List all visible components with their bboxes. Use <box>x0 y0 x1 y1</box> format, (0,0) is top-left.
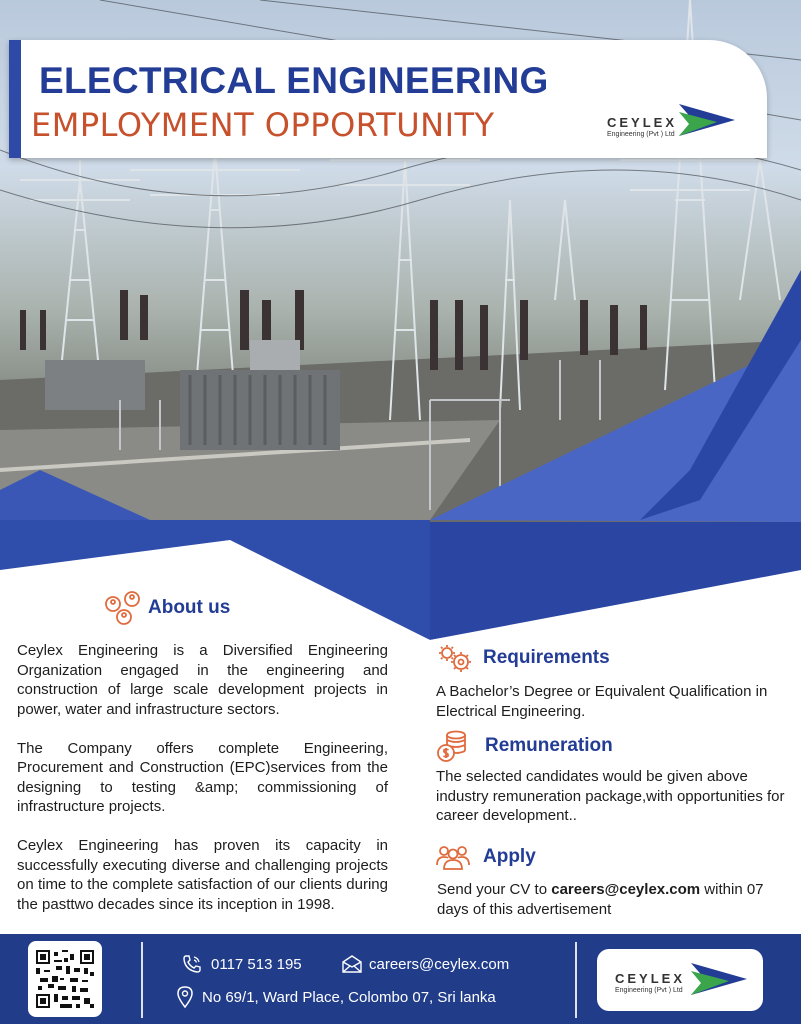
envelope-icon <box>341 954 363 974</box>
logo-name: CEYLEX <box>607 115 678 130</box>
requirements-text: A Bachelor’s Degree or Equivalent Qualification in Electrical Engineering. <box>436 683 768 720</box>
about-paragraph-3: Ceylex Engineering has proven its capacity in successfully executing diverse and challenging projects on time to the complete satisfaction of our clients during the pasttwo decades since its inception in 1998. <box>17 837 388 913</box>
group-icon <box>435 843 471 871</box>
people-network-icon <box>104 590 144 626</box>
about-paragraph-2: The Company offers complete Engineering, Procurement and Construction (EPC)services from the designing to testing &amp; commissioning of infrastructure projects. <box>17 739 388 815</box>
apply-email[interactable]: careers@ceylex.com <box>551 881 701 898</box>
footer-address: No 69/1, Ward Place, Colombo 07, Sri lanka <box>202 989 496 1006</box>
remuneration-heading <box>437 729 613 763</box>
apply-text-before: Send your CV to <box>437 881 552 898</box>
footer-bar <box>0 934 801 1024</box>
logo-arrow-icon <box>677 100 737 140</box>
header-banner <box>9 40 767 158</box>
apply-heading <box>435 843 536 871</box>
title-line-1: ELECTRICAL ENGINEERING <box>39 60 549 101</box>
title-line-2: EMPLOYMENT OPPORTUNITY <box>31 106 495 144</box>
coins-icon <box>437 729 467 763</box>
qr-code-pattern <box>36 950 94 1008</box>
company-logo <box>597 98 747 148</box>
remuneration-text: The selected candidates would be given above industry remuneration package,with opportunities for career development.. <box>436 768 785 824</box>
footer-divider-right <box>575 942 577 1018</box>
about-heading <box>104 590 230 626</box>
apply-title: Apply <box>483 846 536 867</box>
footer-divider-left <box>141 942 143 1018</box>
about-title: About us <box>148 597 231 618</box>
logo-subtitle: Engineering (Pvt ) Ltd <box>607 131 675 138</box>
apply-text-after: within 07 days of this advertisement <box>437 881 764 918</box>
apply-text <box>437 880 792 919</box>
qr-code[interactable] <box>28 941 102 1017</box>
footer-logo-subtitle: Engineering (Pvt ) Ltd <box>615 987 683 994</box>
footer-phone[interactable]: 0117 513 195 <box>211 956 302 973</box>
about-body <box>17 641 388 934</box>
gears-icon <box>437 643 473 673</box>
footer-email[interactable]: careers@ceylex.com <box>369 956 510 973</box>
requirements-heading <box>437 643 610 673</box>
remuneration-title: Remuneration <box>485 735 613 756</box>
phone-icon <box>182 954 202 974</box>
about-paragraph-1: Ceylex Engineering is a Diversified Engineering Organization engaged in the engineering and construction of large scale development projects in power, water and infrastructure sectors. <box>17 642 388 718</box>
footer-logo-arrow-icon <box>689 959 749 999</box>
footer-logo-name: CEYLEX <box>615 971 686 986</box>
location-pin-icon <box>176 985 194 1009</box>
banner-accent-bar <box>9 40 21 158</box>
footer-logo <box>597 949 763 1011</box>
requirements-title: Requirements <box>483 647 610 668</box>
